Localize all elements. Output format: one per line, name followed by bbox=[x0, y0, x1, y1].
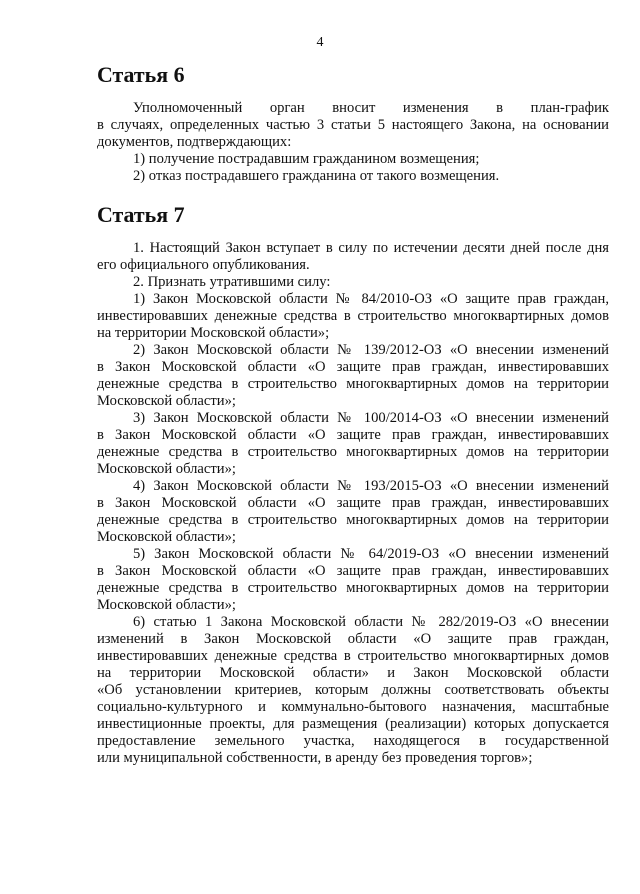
article-6-item-2: 2) отказ пострадавшего гражданина от такого возмещения. bbox=[133, 168, 500, 184]
repealed-item-6-line: предоставление земельного участка, находящегося в государственной bbox=[97, 733, 609, 749]
article-6-item-1: 1) получение пострадавшим гражданином возмещения; bbox=[133, 151, 480, 167]
article-7-body bbox=[97, 240, 609, 767]
article-6-title: Статья 6 bbox=[97, 62, 185, 87]
repealed-item-3-line: Московской области»; bbox=[97, 461, 236, 477]
repealed-item-1-line: 1) Закон Московской области № 84/2010-ОЗ «О защите прав граждан, bbox=[133, 291, 609, 307]
repealed-item-5-line: в Закон Московской области «О защите прав граждан, инвестировавших bbox=[97, 563, 609, 579]
article-7-para-1-line: его официального опубликования. bbox=[97, 257, 310, 273]
repealed-item-5-line: Московской области»; bbox=[97, 597, 236, 613]
repealed-item-2-line: денежные средства в строительство многоквартирных домов на территории bbox=[97, 376, 609, 392]
repealed-item-6-line: социально-культурного и коммунально-бытового назначения, масштабные bbox=[97, 699, 609, 715]
repealed-item-6-line: инвестировавших денежные средства в строительство многоквартирных домов bbox=[97, 648, 609, 664]
article-6-para-line: в случаях, определенных частью 3 статьи 5 настоящего Закона, на основании bbox=[97, 117, 609, 133]
article-6-para-line: документов, подтверждающих: bbox=[97, 134, 292, 150]
repealed-item-4-line: денежные средства в строительство многоквартирных домов на территории bbox=[97, 512, 609, 528]
repealed-item-3-line: 3) Закон Московской области № 100/2014-ОЗ «О внесении изменений bbox=[133, 410, 609, 426]
repealed-item-2-line: 2) Закон Московской области № 139/2012-ОЗ «О внесении изменений bbox=[133, 342, 609, 358]
repealed-item-3-line: денежные средства в строительство многоквартирных домов на территории bbox=[97, 444, 609, 460]
repealed-item-6-line: или муниципальной собственности, в аренду без проведения торгов»; bbox=[97, 750, 533, 766]
article-7-title: Статья 7 bbox=[97, 202, 185, 227]
repealed-item-4-line: в Закон Московской области «О защите прав граждан, инвестировавших bbox=[97, 495, 609, 511]
repealed-item-1-line: на территории Московской области»; bbox=[97, 325, 330, 341]
article-6-body bbox=[97, 100, 609, 185]
article-7-para-1-line: 1. Настоящий Закон вступает в силу по истечении десяти дней после дня bbox=[133, 240, 609, 256]
repealed-item-6-line: на территории Московской области» и Закон Московской области bbox=[97, 665, 609, 681]
repealed-item-2-line: Московской области»; bbox=[97, 393, 236, 409]
repealed-item-1-line: инвестировавших денежные средства в строительство многоквартирных домов bbox=[97, 308, 609, 324]
repealed-item-6-line: 6) статью 1 Закона Московской области № 282/2019-ОЗ «О внесении bbox=[133, 614, 609, 630]
repealed-item-6-line: «Об установлении критериев, которым должны соответствовать объекты bbox=[97, 682, 609, 698]
repealed-item-5-line: денежные средства в строительство многоквартирных домов на территории bbox=[97, 580, 609, 596]
repealed-item-2-line: в Закон Московской области «О защите прав граждан, инвестировавших bbox=[97, 359, 609, 375]
page-number: 4 bbox=[316, 35, 324, 50]
repealed-item-6-line: изменений в Закон Московской области «О защите прав граждан, bbox=[97, 631, 609, 647]
repealed-item-3-line: в Закон Московской области «О защите прав граждан, инвестировавших bbox=[97, 427, 609, 443]
repealed-item-4-line: 4) Закон Московской области № 193/2015-ОЗ «О внесении изменений bbox=[133, 478, 609, 494]
article-6-para-line: Уполномоченный орган вносит изменения в план-график bbox=[133, 100, 609, 116]
repealed-item-5-line: 5) Закон Московской области № 64/2019-ОЗ «О внесении изменений bbox=[133, 546, 609, 562]
article-7-para-2: 2. Признать утратившими силу: bbox=[133, 274, 331, 290]
document-body bbox=[97, 62, 609, 767]
repealed-item-6-line: инвестиционные проекты, для размещения (реализации) которых допускается bbox=[97, 716, 609, 732]
repealed-item-4-line: Московской области»; bbox=[97, 529, 236, 545]
